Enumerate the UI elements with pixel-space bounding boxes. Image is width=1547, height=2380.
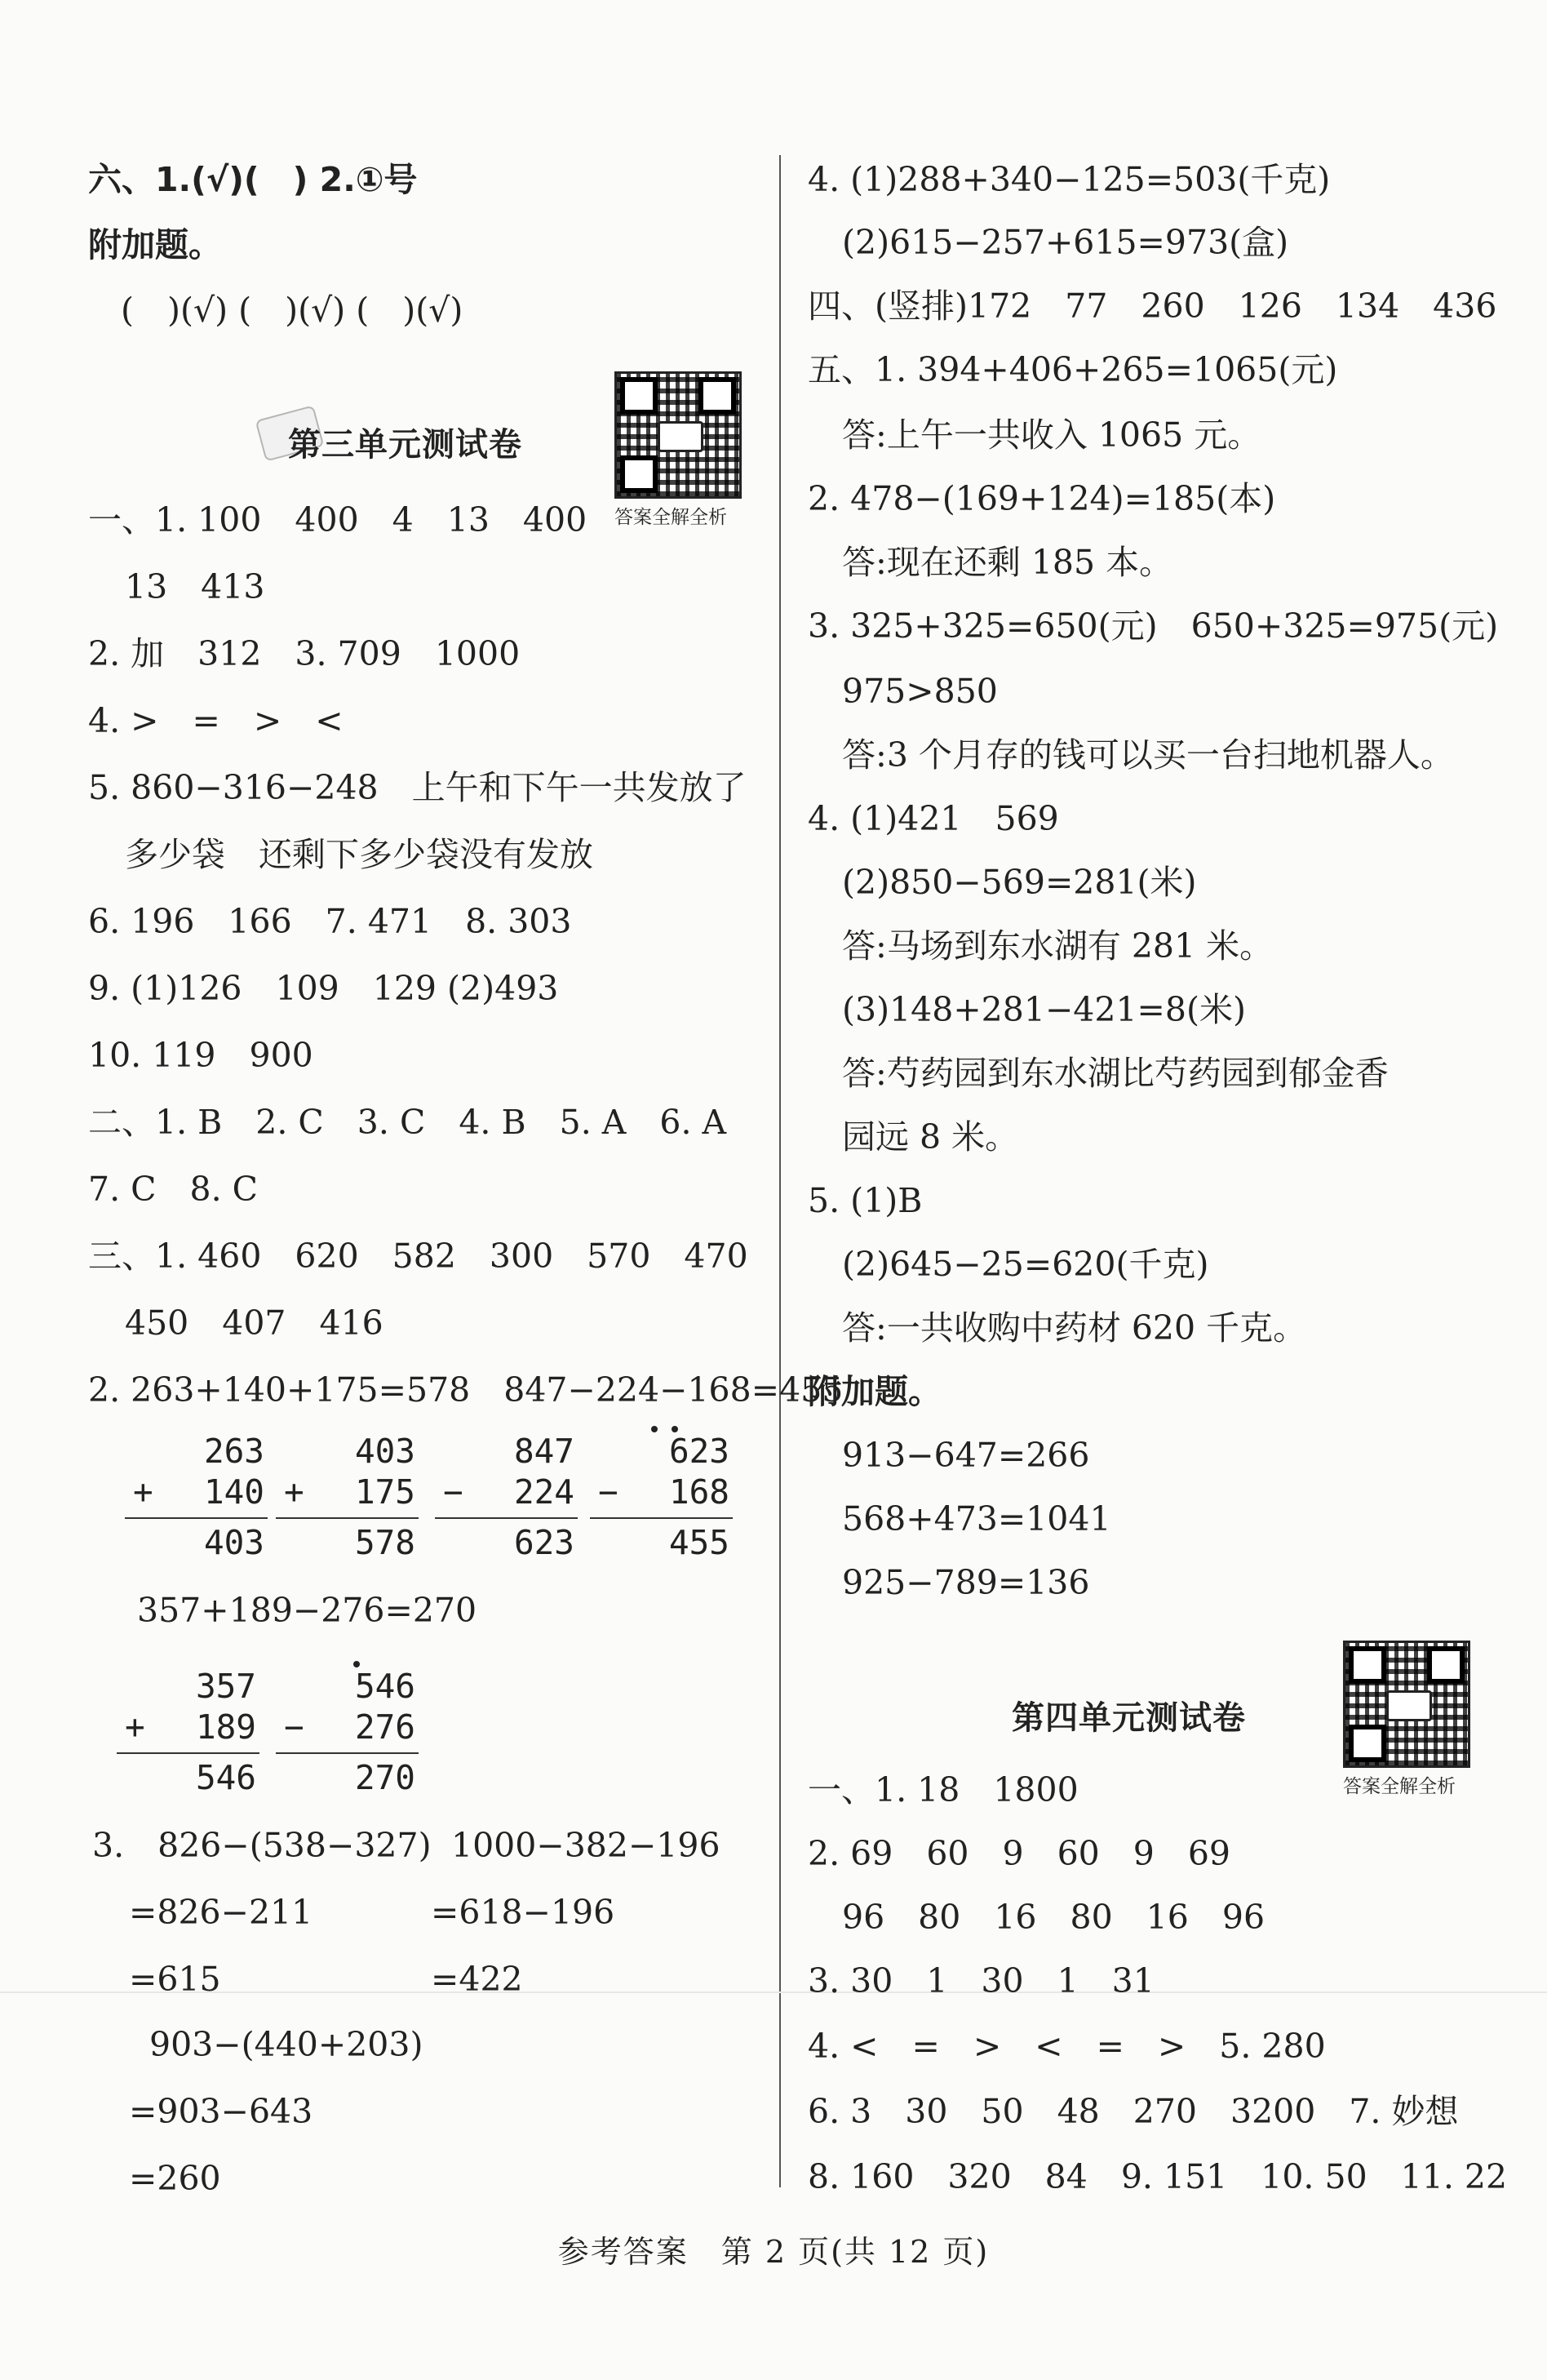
answer-line: (2)615−257+615=973(盒) bbox=[842, 223, 1289, 262]
answer-line: 2. 263+140+175=578 847−224−168=455 bbox=[88, 1370, 844, 1410]
answer-line: 4. > = > < bbox=[88, 701, 344, 740]
sum-line bbox=[125, 1517, 268, 1519]
operand: 546 bbox=[354, 1667, 415, 1706]
answer-line: 六、1.(√)( ) 2.①号 bbox=[88, 160, 418, 199]
answer-line: 二、1. B 2. C 3. C 4. B 5. A 6. A bbox=[88, 1103, 727, 1142]
answer-line: 2. 加 312 3. 709 1000 bbox=[88, 634, 521, 673]
answer-line: 13 413 bbox=[125, 567, 265, 606]
answer-line: 答:现在还剩 185 本。 bbox=[842, 543, 1173, 582]
answer-line: 568+473=1041 bbox=[842, 1499, 1111, 1539]
qr-code-icon[interactable] bbox=[614, 371, 742, 499]
operator: − bbox=[443, 1472, 463, 1512]
difference-line bbox=[276, 1752, 419, 1754]
answer-line: 3. 826−(538−327) bbox=[92, 1826, 432, 1865]
answer-line: 答:3 个月存的钱可以买一台扫地机器人。 bbox=[842, 735, 1454, 775]
extra-question-heading: 附加题。 bbox=[88, 225, 222, 264]
answer-line: 一、1. 18 1800 bbox=[808, 1770, 1079, 1809]
answer-line: 8. 160 320 84 9. 151 10. 50 11. 22 bbox=[808, 2157, 1508, 2196]
answer-line: 903−(440+203) bbox=[149, 2025, 423, 2064]
answer-line: 4. (1)288+340−125=503(千克) bbox=[808, 160, 1331, 199]
answer-line: 10. 119 900 bbox=[88, 1036, 313, 1075]
result: 546 bbox=[195, 1758, 256, 1797]
result: 270 bbox=[354, 1758, 415, 1797]
page-footer: 参考答案 第 2 页(共 12 页) bbox=[557, 2234, 990, 2270]
answer-line: 450 407 416 bbox=[125, 1303, 383, 1343]
answer-line: 4. < = > < = > 5. 280 bbox=[808, 2027, 1326, 2066]
sum-line bbox=[117, 1752, 259, 1754]
qr-caption: 答案全解全析 bbox=[614, 507, 727, 528]
operand: 224 bbox=[513, 1472, 574, 1512]
answer-line: (2)645−25=620(千克) bbox=[842, 1245, 1209, 1284]
difference-line bbox=[590, 1517, 733, 1519]
answer-line: 5. 860−316−248 上午和下午一共发放了 bbox=[88, 768, 747, 807]
answer-line: 925−789=136 bbox=[842, 1563, 1090, 1602]
answer-line: 答:马场到东水湖有 281 米。 bbox=[842, 926, 1274, 966]
sum-line bbox=[276, 1517, 419, 1519]
answer-line: 四、(竖排)172 77 260 126 134 436 bbox=[808, 286, 1497, 326]
operator: + bbox=[133, 1472, 153, 1512]
page-fold-line bbox=[0, 1991, 1547, 1993]
answer-line: 3. 325+325=650(元) 650+325=975(元) bbox=[808, 606, 1499, 646]
result: 403 bbox=[203, 1523, 264, 1562]
answer-line: 答:上午一共收入 1065 元。 bbox=[842, 415, 1261, 455]
operand: 276 bbox=[354, 1707, 415, 1747]
operator: + bbox=[125, 1707, 145, 1747]
answer-line: 913−647=266 bbox=[842, 1436, 1090, 1475]
section-title: 第三单元测试卷 bbox=[288, 426, 522, 464]
operator: + bbox=[284, 1472, 304, 1512]
answer-line: 5. (1)B bbox=[808, 1181, 923, 1220]
answer-line: ( )(√) ( )(√) ( )(√) bbox=[121, 291, 463, 330]
answer-line: 357+189−276=270 bbox=[137, 1591, 477, 1630]
column-divider bbox=[779, 155, 781, 2187]
answer-line: 6. 3 30 50 48 270 3200 7. 妙想 bbox=[808, 2092, 1459, 2131]
operand: 189 bbox=[195, 1707, 256, 1747]
operator: − bbox=[284, 1707, 304, 1747]
answer-line: 975>850 bbox=[842, 672, 998, 711]
operand: 357 bbox=[195, 1667, 256, 1706]
answer-line: 96 80 16 80 16 96 bbox=[842, 1898, 1266, 1937]
operand: 168 bbox=[668, 1472, 729, 1512]
operand: 847 bbox=[513, 1432, 574, 1471]
answer-line: 多少袋 还剩下多少袋没有发放 bbox=[125, 835, 593, 874]
operand: 175 bbox=[354, 1472, 415, 1512]
answer-line: =618−196 bbox=[431, 1893, 615, 1932]
operand: 623 bbox=[668, 1432, 729, 1471]
operand: 140 bbox=[203, 1472, 264, 1512]
section-title: 第四单元测试卷 bbox=[1012, 1699, 1246, 1737]
answer-line: =826−211 bbox=[129, 1893, 313, 1932]
difference-line bbox=[435, 1517, 578, 1519]
result: 578 bbox=[354, 1523, 415, 1562]
qr-code-icon[interactable] bbox=[1343, 1641, 1470, 1768]
answer-line: (3)148+281−421=8(米) bbox=[842, 990, 1246, 1029]
answer-line: 3. 30 1 30 1 31 bbox=[808, 1961, 1155, 2000]
result: 623 bbox=[513, 1523, 574, 1562]
answer-line: 2. 478−(169+124)=185(本) bbox=[808, 479, 1276, 518]
answer-line: 园远 8 米。 bbox=[842, 1117, 1019, 1157]
answer-line: (2)850−569=281(米) bbox=[842, 863, 1197, 902]
operator: − bbox=[598, 1472, 618, 1512]
answer-line: 4. (1)421 569 bbox=[808, 799, 1059, 838]
answer-line: 1000−382−196 bbox=[451, 1826, 720, 1865]
answer-line: 答:芍药园到东水湖比芍药园到郁金香 bbox=[842, 1054, 1389, 1093]
operand: 263 bbox=[203, 1432, 264, 1471]
borrow-dot-icon bbox=[651, 1426, 658, 1432]
answer-line: =615 bbox=[129, 1960, 221, 1999]
answer-line: 2. 69 60 9 60 9 69 bbox=[808, 1834, 1231, 1873]
qr-caption: 答案全解全析 bbox=[1343, 1776, 1456, 1797]
answer-line: 6. 196 166 7. 471 8. 303 bbox=[88, 902, 572, 941]
answer-line: 7. C 8. C bbox=[88, 1170, 259, 1209]
result: 455 bbox=[668, 1523, 729, 1562]
answer-line: =260 bbox=[129, 2159, 221, 2198]
answer-line: 9. (1)126 109 129 (2)493 bbox=[88, 969, 559, 1008]
extra-question-heading: 附加题。 bbox=[808, 1372, 942, 1411]
answer-line: 答:一共收购中药材 620 千克。 bbox=[842, 1308, 1307, 1348]
answer-line: 三、1. 460 620 582 300 570 470 bbox=[88, 1237, 748, 1276]
answer-line: =903−643 bbox=[129, 2092, 313, 2131]
operand: 403 bbox=[354, 1432, 415, 1471]
answer-line: 一、1. 100 400 4 13 400 bbox=[88, 500, 587, 539]
answer-line: 五、1. 394+406+265=1065(元) bbox=[808, 350, 1338, 389]
answer-line: =422 bbox=[431, 1960, 523, 1999]
